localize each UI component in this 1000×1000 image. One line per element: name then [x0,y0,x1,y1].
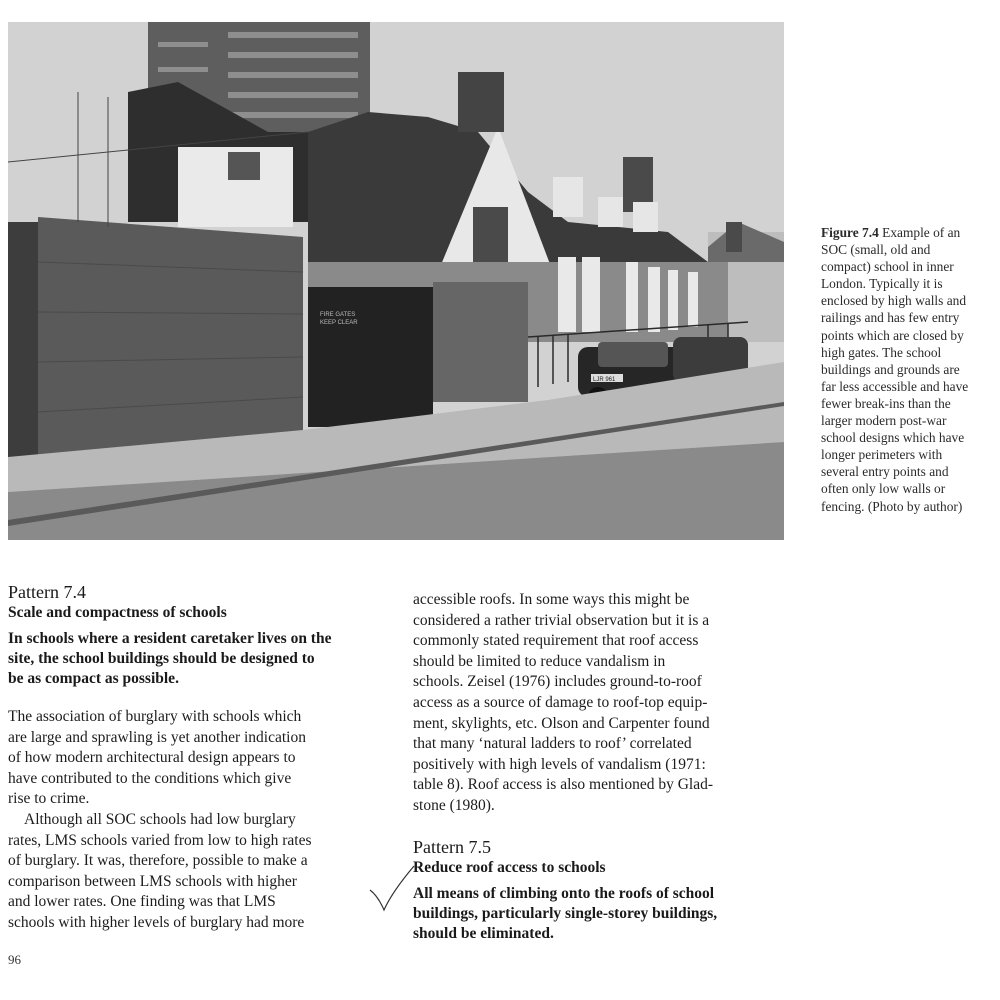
statement-line: should be eliminated. [413,924,554,942]
school-photo [8,22,784,540]
caption-line: Example of an [882,225,961,240]
caption-line: SOC (small, old and [821,242,931,258]
statement-line: In schools where a resident caretaker lives on the [8,630,332,647]
text-line: access as a source of damage to roof-top equip- [413,693,708,711]
continued-paragraph [413,590,793,817]
pattern-7-5-statement [413,884,793,944]
text-line: schools with higher levels of burglary had more [8,913,305,931]
caption-line: often only low walls or [821,481,946,497]
left-column [8,582,388,934]
caption-line: fencing. (Photo by author) [821,498,963,514]
text-line: rise to crime. [8,790,90,808]
text-line: should be limited to reduce vandalism in [413,652,666,670]
text-line: rates, LMS schools varied from low to high rates [8,831,312,849]
text-line: table 8). Roof access is also mentioned by Glad- [413,776,714,794]
statement-line: All means of climbing onto the roofs of school [413,884,715,902]
caption-line: London. Typically it is [821,276,943,292]
statement-line: be as compact as possible. [8,670,179,687]
caption-line: far less accessible and have [821,378,969,394]
caption-line: fewer break-ins than the [821,395,951,411]
caption-line: railings and has few entry [821,310,960,326]
caption-line: compact) school in inner [821,259,954,275]
paragraph-1 [8,707,388,810]
text-line: schools. Zeisel (1976) includes ground-to-roof [413,673,702,691]
figure-caption [821,224,997,515]
text-line: that many ‘natural ladders to roof’ correlated [413,735,692,753]
pattern-7-4-statement [8,629,388,689]
caption-line: high gates. The school [821,344,942,360]
figure-number: Figure 7.4 [821,225,879,240]
text-line: considered a rather trivial observation but it is a [413,611,710,629]
text-line: have contributed to the conditions which give [8,769,292,787]
caption-line: points which are closed by [821,327,964,343]
text-line: positively with high levels of vandalism (1971: [413,755,706,773]
text-line: stone (1980). [413,796,495,814]
caption-line: enclosed by high walls and [821,293,967,309]
text-line: and lower rates. One finding was that LMS [8,893,276,911]
handwritten-tick-mark [368,862,418,918]
pattern-7-4-subtitle: Scale and compactness of schools [8,604,227,621]
photo-illustration [8,22,784,540]
caption-line: buildings and grounds are [821,361,960,377]
page-number: 96 [8,952,21,967]
caption-line: several entry points and [821,464,949,480]
pattern-7-4-title: Pattern 7.4 [8,582,86,602]
caption-line: larger modern post-war [821,413,947,429]
gate-sign-line1: FIRE GATES [320,312,356,318]
text-line: accessible roofs. In some ways this might be [413,591,690,608]
text-line: comparison between LMS schools with higher [8,872,297,890]
statement-line: site, the school buildings should be designed to [8,650,315,667]
caption-line: longer perimeters with [821,447,943,463]
paragraph-2 [8,810,388,934]
gate-sign-line2: KEEP CLEAR [320,320,358,326]
text-line: commonly stated requirement that roof access [413,632,699,650]
pattern-7-5-subtitle: Reduce roof access to schools [413,858,606,876]
text-line: of burglary. It was, therefore, possible to make a [8,852,308,870]
car-plate: LJR 961 [593,377,616,383]
right-column [413,590,793,944]
pattern-7-5-title: Pattern 7.5 [413,836,491,857]
text-line: Although all SOC schools had low burglary [24,810,296,828]
text-line: ment, skylights, etc. Olson and Carpenter found [413,714,710,732]
text-line: are large and sprawling is yet another indication [8,728,306,746]
text-line: of how modern architectural design appears to [8,749,296,767]
text-line: The association of burglary with schools which [8,708,302,725]
caption-line: school designs which have [821,430,965,446]
statement-line: buildings, particularly single-storey buildings, [413,904,718,922]
